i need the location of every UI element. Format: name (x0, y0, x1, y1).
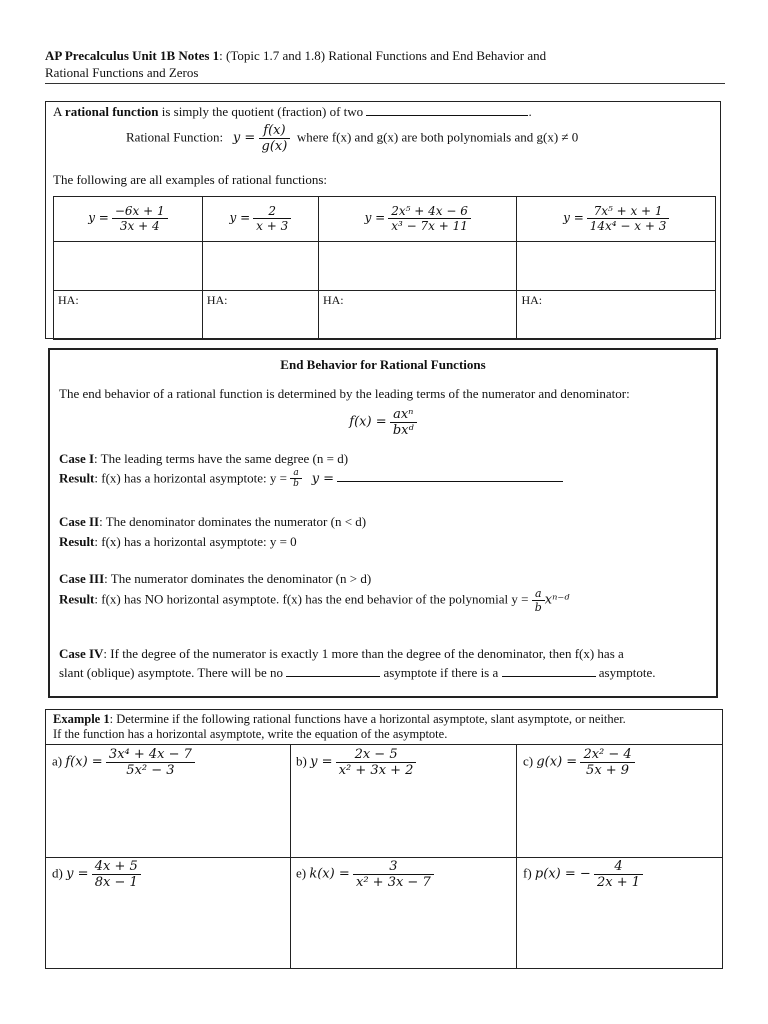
example1-line1: : Determine if the following rational functions have a horizontal asymptote, slant asymptote, or neither. (109, 712, 626, 726)
table-row (54, 242, 716, 291)
table-row (54, 197, 716, 242)
examples-intro: The following are all examples of rational functions: (53, 172, 327, 187)
example-fraction (253, 205, 291, 232)
definition-sentence (53, 104, 532, 120)
example-cell-1 (54, 197, 203, 242)
problem-lhs: y = (66, 866, 89, 882)
problem-tag: f) (523, 865, 532, 881)
example-denominator: 3x + 4 (112, 218, 168, 233)
answer-cell[interactable] (202, 242, 318, 291)
example-numerator: 2 (268, 204, 277, 219)
problem-denominator: 2x + 1 (594, 874, 643, 890)
formula-fraction (390, 408, 417, 437)
problem-d[interactable] (52, 860, 141, 889)
case2-text: : The denominator dominates the numerator (n < d) (99, 514, 367, 529)
formula-lhs: y = (232, 130, 256, 146)
problem-tag: c) (523, 753, 534, 769)
formula-fraction (259, 124, 291, 153)
case1-result (59, 469, 563, 490)
answer-cell[interactable] (517, 242, 716, 291)
example-lhs: y = (88, 210, 109, 225)
case3-text: : The numerator dominates the denominator (n > d) (104, 571, 372, 586)
example-numerator: 2x⁵ + 4x − 6 (391, 204, 468, 219)
case1-frac-num: a (293, 468, 299, 478)
header-title-line2: Rational Functions and Zeros (45, 65, 199, 80)
problem-denominator: x² + 3x − 7 (353, 874, 434, 890)
example-numerator: 7x⁵ + x + 1 (593, 204, 663, 219)
end-behavior-box (48, 348, 718, 698)
example1-instructions (53, 712, 626, 742)
formula-lhs: f(x) = (349, 414, 387, 430)
case1-frac-den: b (290, 478, 302, 489)
problem-fraction (106, 748, 195, 777)
example-lhs: y = (364, 210, 386, 225)
problem-tag: b) (296, 753, 307, 769)
case3-label: Case III (59, 571, 105, 586)
header-divider (45, 83, 725, 84)
definition-box (45, 101, 721, 339)
problem-f[interactable] (523, 860, 643, 889)
case2-line (59, 514, 366, 530)
problem-numerator: 4 (614, 859, 623, 874)
case3-line (59, 571, 371, 587)
problem-numerator: 4x + 5 (94, 859, 138, 874)
definition-term: rational function (64, 104, 159, 119)
case3-frac-num: a (534, 587, 542, 600)
problem-fraction (336, 748, 417, 777)
rational-function-formula (126, 124, 578, 153)
header-title-bold: AP Precalculus Unit 1B Notes 1 (45, 48, 220, 63)
definition-prefix: A (53, 104, 65, 119)
case4-blank-2[interactable] (502, 676, 596, 677)
formula-numerator: f(x) (263, 123, 286, 138)
problem-lhs: f(x) = (65, 754, 103, 770)
case3-result (59, 588, 569, 613)
example-cell-4 (517, 197, 716, 242)
problem-fraction (92, 860, 141, 889)
formula-denominator: bxᵈ (390, 422, 417, 438)
problem-denominator: 5x + 9 (580, 762, 634, 778)
problem-tag: d) (52, 865, 63, 881)
case3-result-label: Result (59, 591, 95, 607)
problem-e[interactable] (296, 860, 434, 889)
problem-lhs: y = (310, 754, 333, 770)
case1-result-label: Result (59, 470, 95, 486)
end-behavior-title (50, 357, 716, 373)
problem-fraction (594, 860, 643, 889)
case4-text-a: slant (oblique) asymptote. There will be no (59, 665, 283, 680)
case4-label: Case IV (59, 646, 104, 661)
grid-divider (290, 744, 291, 968)
problem-c[interactable] (523, 748, 635, 777)
example1-box (45, 709, 723, 969)
case4-blank-1[interactable] (286, 676, 380, 677)
problem-tag: e) (296, 865, 307, 881)
example-fraction (112, 205, 168, 232)
problem-denominator: 8x − 1 (92, 874, 141, 890)
problem-a[interactable] (52, 748, 195, 777)
grid-divider (516, 744, 517, 968)
ha-cell[interactable]: HA: (318, 291, 517, 340)
case1-result-text: : f(x) has a horizontal asymptote: y = (94, 470, 287, 486)
case4-line2 (59, 665, 655, 681)
case4-text-c: asymptote. (598, 665, 656, 680)
problem-numerator: 3x⁴ + 4x − 7 (108, 747, 192, 762)
case3-fraction (532, 588, 545, 613)
problem-numerator: 3 (389, 859, 398, 874)
example-fraction (388, 205, 471, 232)
case1-y: y = (311, 471, 335, 487)
end-behavior-formula (50, 408, 716, 437)
case2-label: Case II (59, 514, 100, 529)
example-cell-3 (318, 197, 517, 242)
definition-end: . (528, 104, 532, 119)
table-row (54, 291, 716, 340)
header-title-rest: : (Topic 1.7 and 1.8) Rational Functions and End Behavior and (219, 48, 547, 63)
example-denominator: x + 3 (253, 218, 291, 233)
problem-lhs: g(x) = (536, 754, 578, 770)
definition-suffix: is simply the quotient (fraction) of two (158, 104, 364, 119)
answer-cell[interactable] (318, 242, 517, 291)
case4-text: : If the degree of the numerator is exactly 1 more than the degree of the denominator, then f(x) has a (103, 646, 624, 661)
case2-result (59, 534, 297, 550)
blank-line[interactable] (366, 115, 528, 116)
example1-label: Example 1 (53, 712, 110, 726)
ha-cell[interactable]: HA: (202, 291, 318, 340)
case1-fraction (290, 469, 302, 490)
formula-where: where f(x) and g(x) are both polynomials and g(x) ≠ 0 (296, 129, 579, 145)
example-lhs: y = (229, 210, 251, 225)
end-behavior-intro: The end behavior of a rational function is determined by the leading terms of the numerator and denominator: (59, 386, 630, 401)
ha-cell[interactable]: HA: (517, 291, 716, 340)
case3-frac-den: b (532, 600, 545, 614)
grid-divider (46, 857, 722, 858)
case2-result-label: Result (59, 534, 95, 549)
case1-label: Case I (59, 451, 95, 466)
example-denominator: x³ − 7x + 11 (388, 218, 471, 233)
case1-blank[interactable] (337, 481, 563, 482)
case3-power: xⁿ⁻ᵈ (544, 592, 570, 608)
example1-line2: If the function has a horizontal asymptote, write the equation of the asymptote. (53, 727, 448, 741)
formula-numerator: axⁿ (393, 407, 414, 422)
case3-result-text: : f(x) has NO horizontal asymptote. f(x) has the end behavior of the polynomial y = (94, 591, 529, 607)
case2-result-text: : f(x) has a horizontal asymptote: y = 0 (94, 534, 297, 549)
problem-tag: a) (52, 753, 63, 769)
end-behavior-title-text: End Behavior for Rational Functions (280, 357, 486, 372)
problem-fraction (353, 860, 434, 889)
case4-text-b: asymptote if there is a (383, 665, 499, 680)
formula-label: Rational Function: (126, 129, 224, 145)
ha-cell[interactable]: HA: (54, 291, 203, 340)
example-numerator: −6x + 1 (114, 204, 165, 219)
problem-b[interactable] (296, 748, 416, 777)
page-header (45, 47, 713, 81)
problem-numerator: 2x² − 4 (583, 747, 632, 762)
case1-line (59, 451, 348, 467)
example-denominator: 14x⁴ − x + 3 (587, 218, 670, 233)
case1-text: : The leading terms have the same degree (n = d) (94, 451, 349, 466)
problem-lhs: k(x) = (309, 866, 350, 882)
problem-fraction (580, 748, 634, 777)
example-lhs: y = (563, 210, 584, 225)
grid-divider (46, 744, 722, 745)
answer-cell[interactable] (54, 242, 203, 291)
problem-lhs: p(x) = − (534, 866, 591, 882)
problem-denominator: 5x² − 3 (106, 762, 195, 778)
problem-denominator: x² + 3x + 2 (336, 762, 417, 778)
example-cell-2 (202, 197, 318, 242)
examples-table (53, 196, 716, 340)
formula-denominator: g(x) (259, 138, 291, 154)
case4-line (59, 646, 624, 662)
example-fraction (587, 205, 670, 232)
problem-numerator: 2x − 5 (354, 747, 398, 762)
